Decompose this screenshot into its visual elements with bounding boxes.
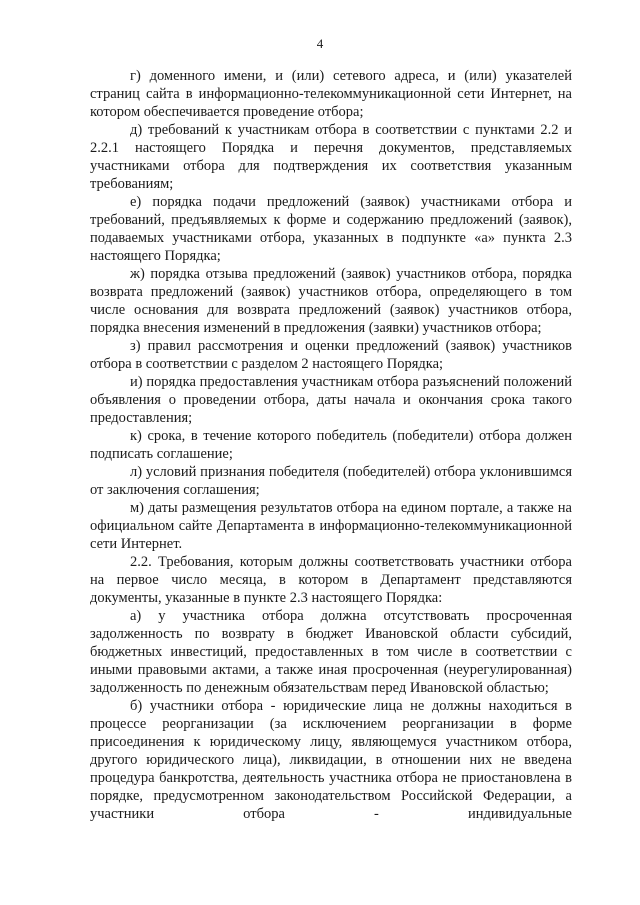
paragraph-item-a: а) у участника отбора должна отсутствовать просроченная задолженность по возврату в бюджет Ивановской области субсидий, бюджетных инвестиций, предоставленных в том числе в соответствии с иными правовыми актами, а также иная просроченная (неурегулированная) задолженность по денежным обязательствам перед Ивановской областью; [90, 608, 572, 696]
paragraph-item-g: г) доменного имени, и (или) сетевого адреса, и (или) указателей страниц сайта в информационно-телекоммуникационной сети Интернет, на котором обеспечивается проведение отбора; [90, 68, 572, 120]
page-number: 4 [316, 36, 324, 51]
paragraph-item-b: б) участники отбора - юридические лица не должны находиться в процессе реорганизации (за исключением реорганизации в форме присоединения к юридическому лицу, являющемуся участником отбора, другого юридического лица), ликвидации, в отношении них не введена процедура банкротства, деятельность участника отбора не приостановлена в порядке, предусмотренном законодательством Российской Федерации, а участники отбора - индивидуальные [90, 698, 572, 822]
paragraph-item-e: е) порядка подачи предложений (заявок) участниками отбора и требований, предъявляемых к форме и содержанию предложений (заявок), подаваемых участниками отбора, указанных в подпункте «а» пункта 2.3 настоящего Порядка; [90, 194, 572, 264]
paragraph-item-l: л) условий признания победителя (победителей) отбора уклонившимся от заключения соглашения; [90, 464, 572, 498]
paragraph-item-d: д) требований к участникам отбора в соответствии с пунктами 2.2 и 2.2.1 настоящего Порядка и перечня документов, представляемых участниками отбора для подтверждения их соответствия указанным требованиям; [90, 122, 572, 192]
section-2-2-heading-paragraph: 2.2. Требования, которым должны соответствовать участники отбора на первое число месяца, в котором в Департамент представляются документы, указанные в пункте 2.3 настоящего Порядка: [90, 554, 572, 606]
paragraph-item-i: и) порядка предоставления участникам отбора разъяснений положений объявления о проведении отбора, даты начала и окончания срока такого предоставления; [90, 374, 572, 426]
paragraph-item-zh: ж) порядка отзыва предложений (заявок) участников отбора, порядка возврата предложений (заявок) участников отбора, определяющего в том числе основания для возврата предложений (заявок) участников отбора, порядка внесения изменений в предложения (заявки) участников отбора; [90, 266, 572, 336]
paragraph-item-z: з) правил рассмотрения и оценки предложений (заявок) участников отбора в соответствии с разделом 2 настоящего Порядка; [90, 338, 572, 372]
paragraph-item-k: к) срока, в течение которого победитель (победители) отбора должен подписать соглашение; [90, 428, 572, 462]
paragraph-item-m: м) даты размещения результатов отбора на едином портале, а также на официальном сайте Департамента в информационно-телекоммуникационной сети Интернет. [90, 500, 572, 552]
document-body [90, 67, 572, 823]
